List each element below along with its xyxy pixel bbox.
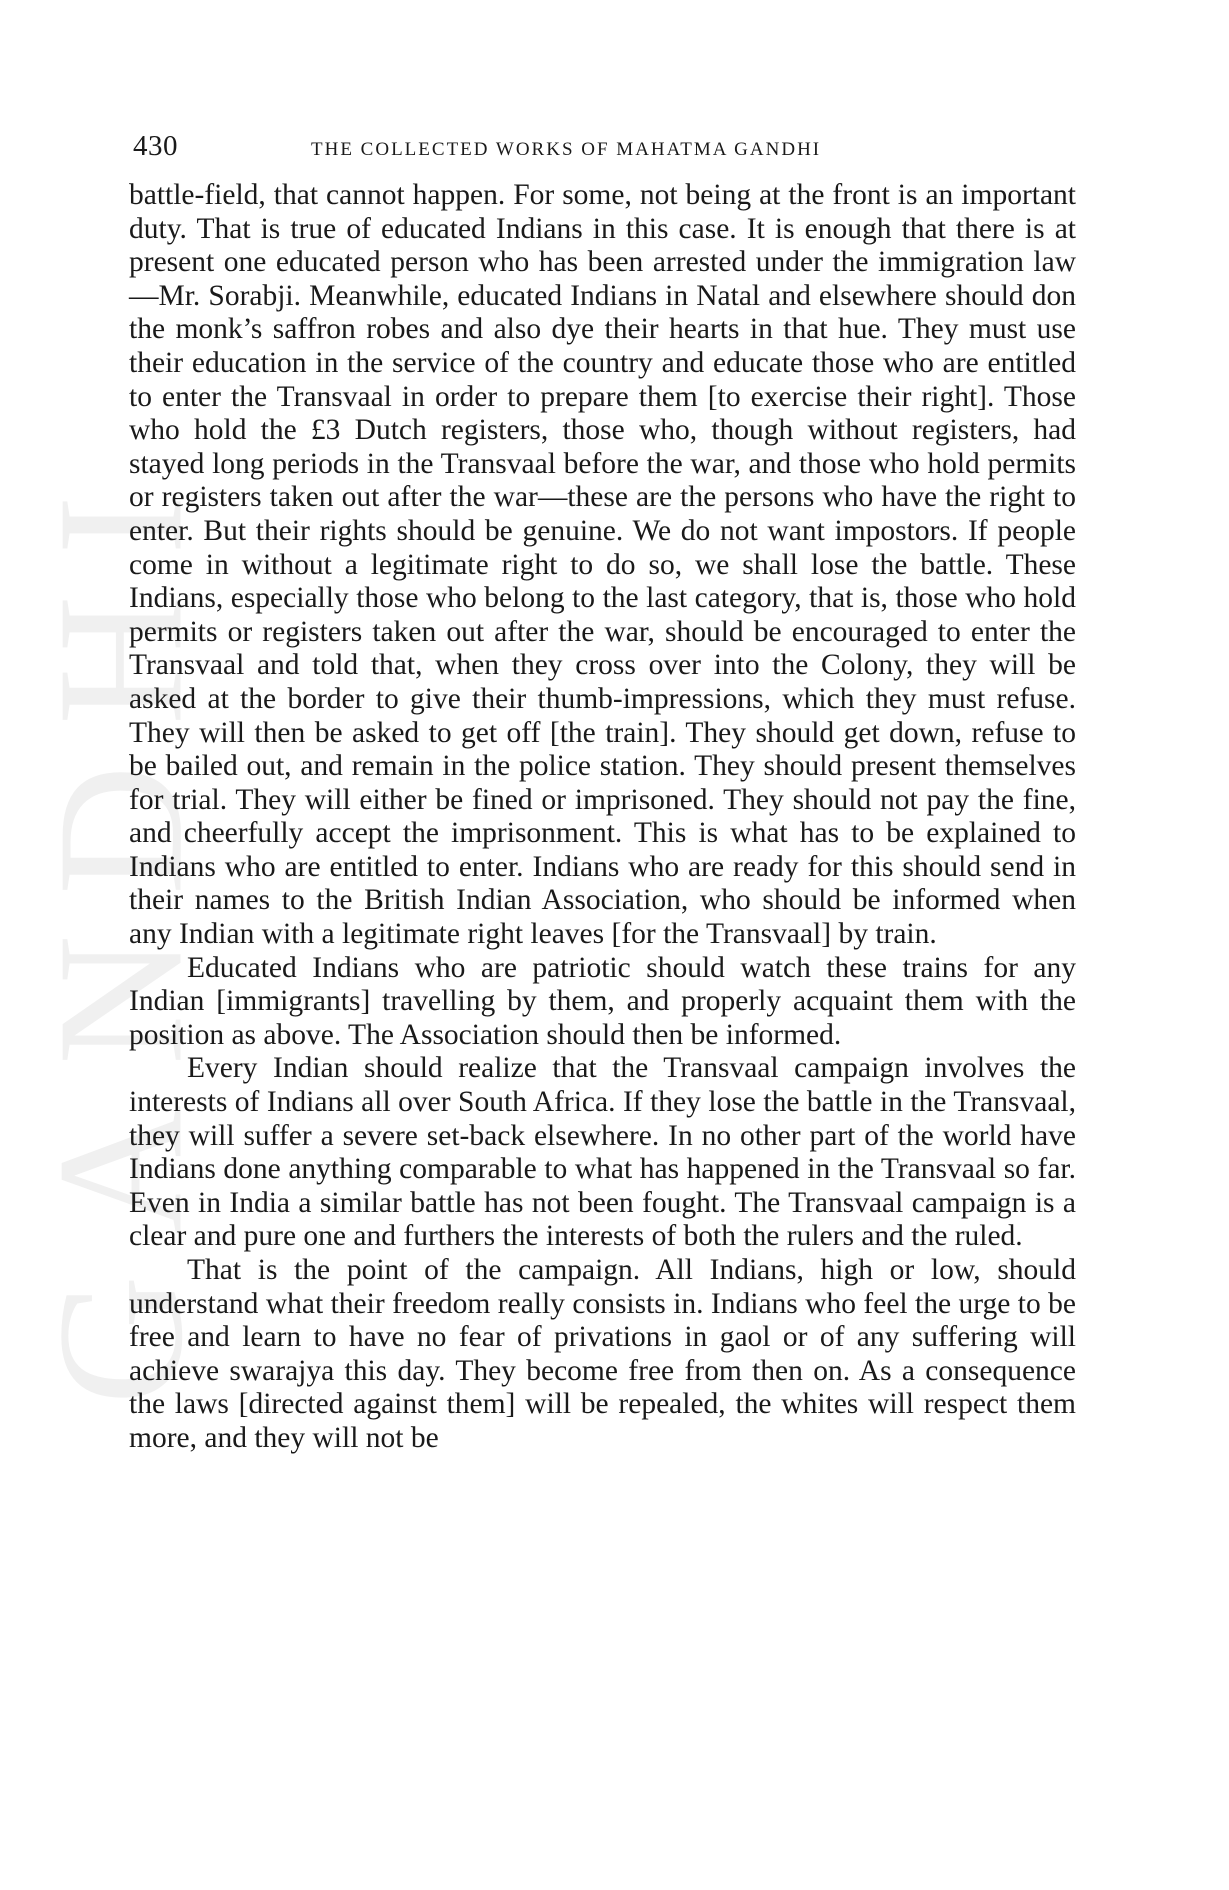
paragraph-4: That is the point of the campaign. All Indians, high or low, should understand what their freedom really consists in. Indians who feel the urge to be free and learn to have no fear of privations in gaol or of any suffering will achieve swarajya this day. They become free from then on. As a consequence the laws [directed against them] will be repealed, the whites will respect them more, and they will not be xyxy=(129,1254,1076,1454)
paragraph-2: Educated Indians who are patriotic should watch these trains for any Indian [immigrants] travelling by them, and properly acquaint them with the position as above. The Association should then be informed. xyxy=(129,951,1076,1051)
paragraph-3: Every Indian should realize that the Transvaal campaign involves the interests of Indians all over South Africa. If they lose the battle in the Transvaal, they will suffer a severe set-back elsewhere. In no other part of the world have Indians done anything comparable to what has happened in the Transvaal so far. Even in India a similar battle has not been fought. The Transvaal campaign is a clear and pure one and furthers the interests of both the rulers and the ruled. xyxy=(129,1052,1076,1253)
watermark: GANDHI xyxy=(20,455,220,1405)
body-text xyxy=(129,179,1076,1456)
page-header xyxy=(133,130,1078,170)
running-head: THE COLLECTED WORKS OF MAHATMA GANDHI xyxy=(311,139,822,160)
page-number: 430 xyxy=(133,130,178,162)
paragraph-1: battle-field, that cannot happen. For some, not being at the front is an important duty. That is true of educated Indians in this case. It is enough that there is at present one educated person who has been arrested under the immigration law—Mr. Sorabji. Meanwhile, educated Indians in Natal and elsewhere should don the monk’s saffron robes and also dye their hearts in that hue. They must use their education in the service of the country and educate those who are entitled to enter the Transvaal in order to prepare them [to exercise their right]. Those who hold the £3 Dutch registers, those who, though without registers, had stayed long periods in the Transvaal before the war, and those who hold permits or registers taken out after the war—these are the persons who have the right to enter. But their rights should be genuine. We do not want impostors. If people come in without a legitimate right to do so, we shall lose the battle. These Indians, especially those who belong to the last category, that is, those who hold permits or registers taken out after the war, should be encouraged to enter the Transvaal and told that, when they cross over into the Colony, they will be asked at the border to give their thumb-impressions, which they must refuse. They will then be asked to get off [the train]. They should get down, refuse to be bailed out, and remain in the police station. They should present themselves for trial. They will either be fined or imprisoned. They should not pay the fine, and cheerfully accept the imprisonment. This is what has to be explained to Indians who are entitled to enter. Indians who are ready for this should send in their names to the British Indian Association, who should be informed when any Indian with a legitimate right leaves [for the Transvaal] by train. xyxy=(129,179,1076,951)
